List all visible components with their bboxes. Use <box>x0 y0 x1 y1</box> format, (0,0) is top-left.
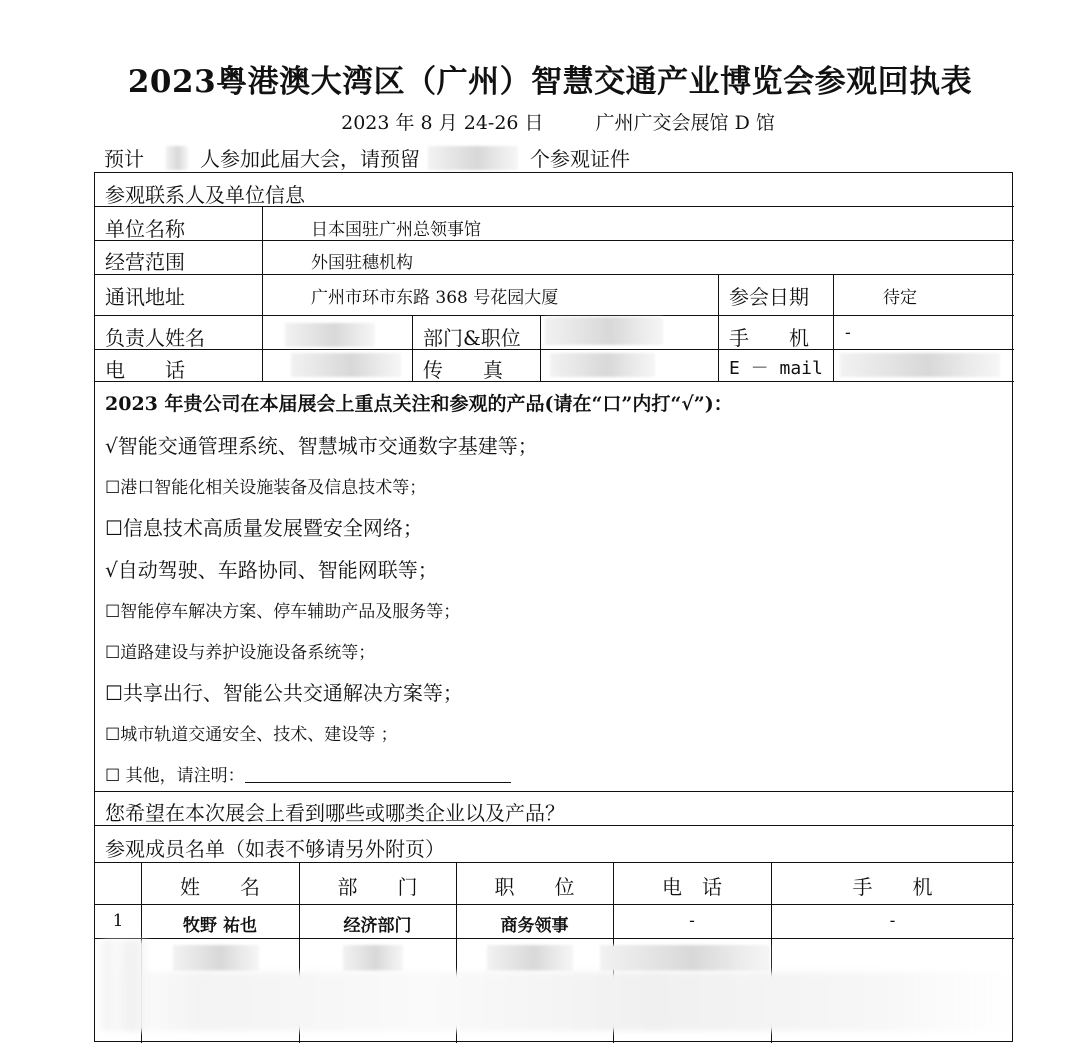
dept-position-label: 部门&职位 <box>423 326 521 350</box>
mobile-label: 手 机 <box>729 326 809 350</box>
col-name: 姓 名 <box>180 875 260 899</box>
person-field[interactable] <box>285 323 375 351</box>
other-label: ☐ 其他，请注明： <box>105 766 245 786</box>
event-info <box>0 108 1080 135</box>
products-prompt: 2023 年贵公司在本届展会上重点关注和参观的产品(请在“口”内打“√”)： <box>105 393 733 415</box>
product-option-infosec[interactable]: ☐信息技术高质量发展暨安全网络； <box>105 516 423 540</box>
estimate-prefix: 预计 <box>104 147 144 171</box>
address-field[interactable]: 广州市环市东路 368 号花园大厦 <box>311 288 559 308</box>
member-mobile: - <box>889 911 896 931</box>
phone-label: 电 话 <box>105 358 185 382</box>
member-position: 商务领事 <box>500 916 569 936</box>
col-position: 职 位 <box>494 875 575 899</box>
scope-field[interactable]: 外国驻穗机构 <box>311 253 413 273</box>
product-option-parking[interactable]: ☐智能停车解决方案、停车辅助产品及服务等； <box>105 602 461 622</box>
redaction-bottom <box>110 972 1015 1031</box>
redacted-dept <box>343 945 403 975</box>
attendance-estimate <box>104 143 630 173</box>
attendee-count-field[interactable] <box>144 146 200 173</box>
product-option-shared-mobility[interactable]: ☐共享出行、智能公共交通解决方案等； <box>105 681 463 705</box>
estimate-suffix: 个参观证件 <box>530 147 630 171</box>
product-option-other[interactable] <box>105 761 511 786</box>
scope-label: 经营范围 <box>105 250 185 274</box>
dept-position-field[interactable] <box>545 317 663 349</box>
col-dept: 部 门 <box>337 875 418 899</box>
col-phone: 电 话 <box>662 875 722 899</box>
event-date: 2023 年 8 月 24-26 日 <box>341 112 544 134</box>
product-option-road[interactable]: ☐道路建设与养护设施设备系统等； <box>105 643 376 663</box>
phone-field[interactable] <box>291 353 401 381</box>
member-name: 牧野 祐也 <box>183 916 257 936</box>
address-label: 通讯地址 <box>105 285 185 309</box>
wish-question: 您希望在本次展会上看到哪些或哪类企业以及产品？ <box>105 801 565 825</box>
estimate-middle: 人参加此届大会，请预留 <box>200 147 420 171</box>
redacted-phone <box>600 945 770 975</box>
redacted-name <box>173 945 259 975</box>
mobile-field[interactable]: - <box>845 323 851 343</box>
product-option-autonomous[interactable]: √自动驾驶、车路协同、智能网联等； <box>105 558 438 582</box>
form-title: 2023粤港澳大湾区（广州）智慧交通产业博览会参观回执表 <box>127 64 973 100</box>
event-venue: 广州广交会展馆 D 馆 <box>595 112 775 134</box>
email-field[interactable] <box>840 353 1000 381</box>
col-mobile: 手 机 <box>852 875 933 899</box>
attend-date-label: 参会日期 <box>729 285 809 309</box>
fax-field[interactable] <box>550 353 655 381</box>
person-label: 负责人姓名 <box>105 326 205 350</box>
fax-label: 传 真 <box>423 358 503 382</box>
company-field[interactable]: 日本国驻广州总领事馆 <box>311 220 481 240</box>
attend-date-field[interactable]: 待定 <box>883 288 917 308</box>
company-label: 单位名称 <box>105 217 185 241</box>
redacted-position <box>487 945 573 975</box>
product-option-rail[interactable]: ☐城市轨道交通安全、技术、建设等 ； <box>105 725 398 745</box>
pass-count-field[interactable] <box>420 146 530 173</box>
contact-section-title: 参观联系人及单位信息 <box>105 183 305 207</box>
other-input[interactable] <box>245 762 511 783</box>
member-dept: 经济部门 <box>343 916 412 936</box>
row-number: 1 <box>112 911 124 931</box>
registration-table <box>94 172 1013 1042</box>
product-option-traffic-mgmt[interactable]: √智能交通管理系统、智慧城市交通数字基建等； <box>105 434 538 458</box>
members-section-title: 参观成员名单（如表不够请另外附页） <box>105 837 445 861</box>
product-option-port[interactable]: ☐港口智能化相关设施装备及信息技术等； <box>105 478 427 498</box>
email-label: E － mail <box>729 358 823 379</box>
member-phone: - <box>689 911 695 931</box>
